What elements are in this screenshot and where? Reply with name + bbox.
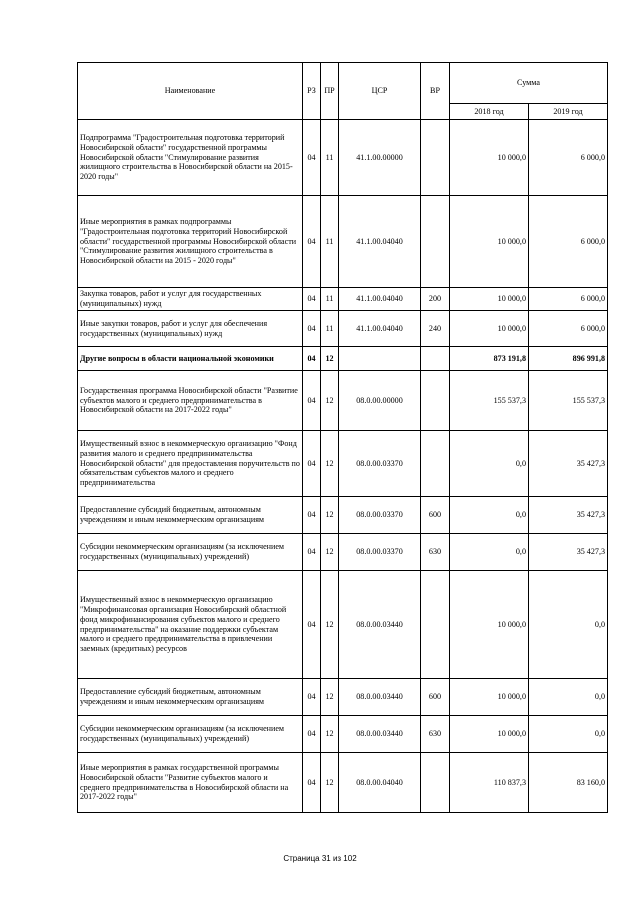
row-pr-cell: 11 <box>321 288 339 311</box>
row-pr-cell: 12 <box>321 347 339 371</box>
table-row <box>78 371 608 431</box>
row-csr-cell <box>339 347 421 371</box>
header-year-2019: 2019 год <box>529 104 608 120</box>
header-rz: РЗ <box>303 63 321 120</box>
row-vr-cell: 200 <box>421 288 450 311</box>
row-2018-amount-cell: 10 000,0 <box>450 288 529 311</box>
row-name-cell: Субсидии некоммерческим организациям (за исключением государственных (муниципальных) учреждений) <box>78 534 303 571</box>
row-name-cell: Иные мероприятия в рамках подпрограммы "Градостроительная подготовка территорий Новосибирской области" государственной программы Новосибирской области "Стимулирование развития жилищного строительства в Новосибирской области на 2015 - 2020 годы" <box>78 196 303 288</box>
row-name-cell: Субсидии некоммерческим организациям (за исключением государственных (муниципальных) учреждений) <box>78 716 303 753</box>
row-2019-amount-cell: 6 000,0 <box>529 311 608 347</box>
row-pr-cell: 11 <box>321 120 339 196</box>
row-rz-cell: 04 <box>303 534 321 571</box>
row-rz-cell: 04 <box>303 347 321 371</box>
row-vr-cell <box>421 347 450 371</box>
row-2018-amount-cell: 10 000,0 <box>450 679 529 716</box>
table-row <box>78 497 608 534</box>
row-csr-cell: 41.1.00.00000 <box>339 120 421 196</box>
row-2018-amount-cell: 110 837,3 <box>450 753 529 813</box>
row-name-cell: Государственная программа Новосибирской области "Развитие субъектов малого и среднего предпринимательства в Новосибирской области на 2017-2022 годы" <box>78 371 303 431</box>
row-2018-amount-cell: 10 000,0 <box>450 571 529 679</box>
row-vr-cell: 630 <box>421 716 450 753</box>
row-name-cell: Имущественный взнос в некоммерческую организацию "Микрофинансовая организация Новосибирский областной фонд микрофинансирования субъектов малого и среднего предпринимательства" на оказание поддержки субъектам малого и среднего предпринимательства в привлечении заемных (кредитных) ресурсов <box>78 571 303 679</box>
row-csr-cell: 08.0.00.04040 <box>339 753 421 813</box>
row-csr-cell: 08.0.00.03370 <box>339 431 421 497</box>
row-pr-cell: 11 <box>321 196 339 288</box>
table-row <box>78 196 608 288</box>
row-2019-amount-cell: 83 160,0 <box>529 753 608 813</box>
row-rz-cell: 04 <box>303 716 321 753</box>
table-row <box>78 120 608 196</box>
row-name-cell: Подпрограмма "Градостроительная подготовка территорий Новосибирской области" государственной программы Новосибирской области "Стимулирование развития жилищного строительства в Новосибирской области на 2015-2020 годы" <box>78 120 303 196</box>
row-csr-cell: 08.0.00.03440 <box>339 679 421 716</box>
row-2019-amount-cell: 0,0 <box>529 716 608 753</box>
row-pr-cell: 12 <box>321 753 339 813</box>
header-vr: ВР <box>421 63 450 120</box>
row-2019-amount-cell: 6 000,0 <box>529 120 608 196</box>
row-pr-cell: 12 <box>321 497 339 534</box>
row-2019-amount-cell: 896 991,8 <box>529 347 608 371</box>
row-2018-amount-cell: 873 191,8 <box>450 347 529 371</box>
row-rz-cell: 04 <box>303 120 321 196</box>
row-csr-cell: 41.1.00.04040 <box>339 196 421 288</box>
row-csr-cell: 41.1.00.04040 <box>339 288 421 311</box>
row-rz-cell: 04 <box>303 679 321 716</box>
row-pr-cell: 12 <box>321 371 339 431</box>
row-vr-cell: 600 <box>421 679 450 716</box>
table-row <box>78 431 608 497</box>
row-vr-cell <box>421 753 450 813</box>
row-csr-cell: 08.0.00.03370 <box>339 497 421 534</box>
row-name-cell: Иные закупки товаров, работ и услуг для обеспечения государственных (муниципальных) нужд <box>78 311 303 347</box>
table-body <box>78 120 608 813</box>
row-pr-cell: 12 <box>321 571 339 679</box>
row-2019-amount-cell: 0,0 <box>529 679 608 716</box>
table-row <box>78 534 608 571</box>
table-row <box>78 716 608 753</box>
row-2019-amount-cell: 35 427,3 <box>529 431 608 497</box>
table-row <box>78 347 608 371</box>
row-pr-cell: 12 <box>321 431 339 497</box>
table-row <box>78 288 608 311</box>
row-rz-cell: 04 <box>303 196 321 288</box>
page-footer: Страница 31 из 102 <box>283 854 357 863</box>
row-pr-cell: 12 <box>321 679 339 716</box>
row-vr-cell: 630 <box>421 534 450 571</box>
row-vr-cell: 240 <box>421 311 450 347</box>
row-2018-amount-cell: 10 000,0 <box>450 311 529 347</box>
table-row <box>78 571 608 679</box>
row-name-cell: Предоставление субсидий бюджетным, автономным учреждениям и иным некоммерческим организациям <box>78 497 303 534</box>
row-csr-cell: 08.0.00.03440 <box>339 716 421 753</box>
row-csr-cell: 08.0.00.00000 <box>339 371 421 431</box>
row-csr-cell: 08.0.00.03370 <box>339 534 421 571</box>
row-2019-amount-cell: 6 000,0 <box>529 288 608 311</box>
row-2019-amount-cell: 0,0 <box>529 571 608 679</box>
row-2019-amount-cell: 6 000,0 <box>529 196 608 288</box>
table-row <box>78 753 608 813</box>
header-row <box>78 63 608 104</box>
row-rz-cell: 04 <box>303 311 321 347</box>
budget-table <box>77 62 608 813</box>
row-rz-cell: 04 <box>303 431 321 497</box>
header-csr: ЦСР <box>339 63 421 120</box>
row-2018-amount-cell: 10 000,0 <box>450 196 529 288</box>
row-2018-amount-cell: 10 000,0 <box>450 716 529 753</box>
row-2018-amount-cell: 155 537,3 <box>450 371 529 431</box>
row-rz-cell: 04 <box>303 288 321 311</box>
row-vr-cell <box>421 571 450 679</box>
header-sum: Сумма <box>450 63 608 104</box>
row-vr-cell <box>421 431 450 497</box>
row-2019-amount-cell: 35 427,3 <box>529 497 608 534</box>
header-year-2018: 2018 год <box>450 104 529 120</box>
row-2018-amount-cell: 0,0 <box>450 497 529 534</box>
row-rz-cell: 04 <box>303 753 321 813</box>
row-2018-amount-cell: 0,0 <box>450 534 529 571</box>
row-name-cell: Предоставление субсидий бюджетным, автономным учреждениям и иным некоммерческим организациям <box>78 679 303 716</box>
row-pr-cell: 11 <box>321 311 339 347</box>
row-name-cell: Другие вопросы в области национальной экономики <box>78 347 303 371</box>
row-csr-cell: 41.1.00.04040 <box>339 311 421 347</box>
row-name-cell: Иные мероприятия в рамках государственной программы Новосибирской области "Развитие субъектов малого и среднего предпринимательства в Новосибирской области на 2017-2022 годы" <box>78 753 303 813</box>
header-name: Наименование <box>78 63 303 120</box>
row-csr-cell: 08.0.00.03440 <box>339 571 421 679</box>
row-vr-cell <box>421 196 450 288</box>
row-rz-cell: 04 <box>303 371 321 431</box>
row-2018-amount-cell: 10 000,0 <box>450 120 529 196</box>
table-row <box>78 311 608 347</box>
row-vr-cell <box>421 120 450 196</box>
row-name-cell: Имущественный взнос в некоммерческую организацию "Фонд развития малого и среднего предпринимательства Новосибирской области" для предоставления поручительств по обязательствам субъектов малого и среднего предпринимательства <box>78 431 303 497</box>
header-pr: ПР <box>321 63 339 120</box>
row-2019-amount-cell: 35 427,3 <box>529 534 608 571</box>
row-2018-amount-cell: 0,0 <box>450 431 529 497</box>
row-2019-amount-cell: 155 537,3 <box>529 371 608 431</box>
row-rz-cell: 04 <box>303 571 321 679</box>
row-pr-cell: 12 <box>321 716 339 753</box>
budget-page <box>77 62 607 813</box>
row-rz-cell: 04 <box>303 497 321 534</box>
row-name-cell: Закупка товаров, работ и услуг для государственных (муниципальных) нужд <box>78 288 303 311</box>
row-vr-cell: 600 <box>421 497 450 534</box>
table-row <box>78 679 608 716</box>
row-pr-cell: 12 <box>321 534 339 571</box>
row-vr-cell <box>421 371 450 431</box>
